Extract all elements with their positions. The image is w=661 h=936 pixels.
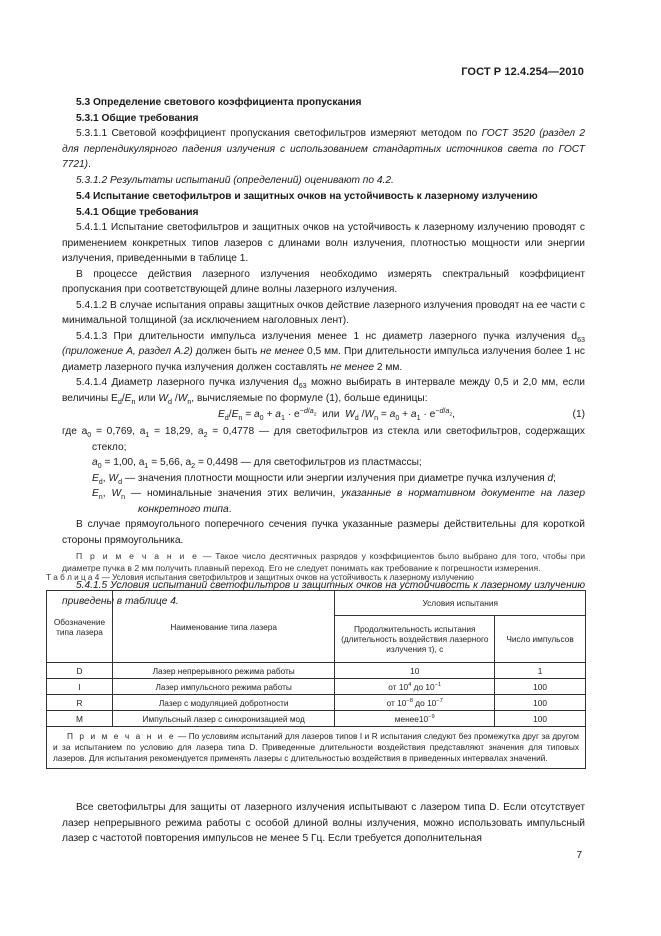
- col-header-pulse-count: Число импульсов: [495, 616, 586, 663]
- where-line-2: $a_0 = 1,00$, $a_1 = 5,66$, $a_2 = 0,4498$ — для светофильтров из пластмассы;: [92, 457, 422, 471]
- para-5-3-1-2: 5.3.1.2 Результаты испытаний (определений) оценивают по 4.2.: [76, 174, 394, 186]
- col-header-type: Обозначение типа лазера: [47, 591, 113, 663]
- section-5-3-1-title: 5.3.1 Общие требования: [76, 112, 199, 124]
- table-row: R Лазер с модуляцией добротности от $10^{-8}$ до $10^{-7}$ 100: [47, 695, 586, 711]
- section-5-4-title: 5.4 Испытание светофильтров и защитных очков на устойчивость к лазерному излучению: [76, 191, 538, 202]
- where-line-3: $E_d$, $W_d$ — значения плотности мощности или энергии излучения при диаметре пучка излучения d;: [92, 472, 556, 486]
- formula-expression: $E_d/E_n = a_0 + a_1 \cdot e^{-d/a_2}$ или $W_d$ $/W_n = a_0 + a_1 \cdot e^{-d/a_2}$,: [218, 406, 456, 423]
- para-5-4-1-1-b: В процессе действия лазерного излучения необходимо измерять спектральный коэффициент пропускания при соответствующей длине волны лазерного излучения.: [62, 268, 585, 295]
- section-5-4-1-title: 5.4.1 Общие требования: [76, 206, 199, 218]
- col-header-conditions: Условия испытания: [335, 591, 586, 616]
- note-decimals: П р и м е ч а н и е — Такое число десятичных разрядов у коэффициентов было выбрано для того, чтобы при диаметре пучка в 2 мм получить плавный переход. Его не следует понимать как требование к погрешности измерения.: [62, 551, 586, 573]
- para-5-4-1-3: 5.4.1.3 При длительности импульса излучения менее 1 нс диаметр лазерного пучка излучения $d_{63}$ (приложение А, раздел А.2) должен быть не менее 0,5 мм. При длительности импульса излучения более 1 нс диаметр лазерного пучка излучения должен составлять не менее 2 мм.: [62, 330, 585, 373]
- table-row: I Лазер импульсного режима работы от $10^4$ до $10^{-1}$ 100: [47, 679, 586, 695]
- formula-1: [62, 406, 585, 424]
- table-row: D Лазер непрерывного режима работы 10 1: [47, 663, 586, 679]
- para-rectangular: В случае прямоугольного поперечного сечения пучка указанные размеры действительны для короткой стороны прямоугольника.: [62, 519, 585, 546]
- closing-paragraph: Все светофильтры для защиты от лазерного излучения испытывают с лазером типа D. Если отсутствует лазер непрерывного режима работы с особой длиной волны излучения, можно использовать импульсный лазер с частотой повторения импульсов не менее 5 Гц. Если требуется дополнительная: [62, 802, 585, 844]
- standard-header: ГОСТ Р 12.4.254—2010: [461, 66, 584, 78]
- where-line-1: где $a_0 = 0,769$, $a_1 = 18,29$, $a_2 = 0,4778$ — для светофильтров из стекла или светофильтров, содержащих стекло;: [62, 426, 585, 453]
- para-5-4-1-5: 5.4.1.5 Условия испытаний светофильтров и защитных очков на устойчивость к лазерному излучению приведены в таблице 4.: [62, 580, 585, 607]
- para-5-3-1-1: 5.3.1.1 Световой коэффициент пропускания светофильтров измеряют методом по ГОСТ 3520 (раздел 2 для перпендикулярного падения излучения с использованием стандартных источников света по ГОСТ 7721).: [62, 128, 585, 170]
- para-5-4-1-4: 5.4.1.4 Диаметр лазерного пучка излучения $d_{63}$ можно выбирать в интервале между 0,5 и 2,0 мм, если величины $E_d/E_n$ или $W_d$ $/W_n$, вычисляемые по формуле (1), больше единицы:: [62, 377, 585, 406]
- body-text: [62, 95, 585, 609]
- col-header-name: Наименование типа лазера: [112, 591, 334, 663]
- table-4-note: П р и м е ч а н и е — По условиям испытаний для лазеров типов I и R испытания следуют без промежутка друг за другом и за испытанием по условию для лазера типа D. Приведенные длительности воздействия представляют значения для типовых лазеров. Для испытания рекомендуется применять лазеры с длительностью воздействия в приведенных интервалах значений.: [47, 727, 586, 769]
- table-4-caption: Т а б л и ц а 4 — Условия испытания светофильтров и защитных очков на устойчивость к лазерному излучению: [46, 573, 474, 582]
- table-row: M Импульсный лазер с синхронизацией мод $менее10^{-9}$ 100: [47, 711, 586, 727]
- where-line-4: $E_n$, $W_n$ — номинальные значения этих величин, указанные в нормативном документе на лазер конкретного типа.: [92, 488, 585, 515]
- formula-number: (1): [572, 409, 585, 420]
- col-header-duration: Продолжительность испытания (длительность воздействия лазерного излучения τ), с: [335, 616, 495, 663]
- table-4: [46, 590, 586, 769]
- section-5-3-title: 5.3 Определение светового коэффициента пропускания: [76, 97, 362, 108]
- para-5-4-1-1: 5.4.1.1 Испытание светофильтров и защитных очков на устойчивость к лазерному излучению проводят с применением конкретных типов лазеров с длинами волн излучения, плотностью мощности или энергии излучения, приведенными в таблице 1.: [62, 222, 585, 264]
- page-number: 7: [576, 850, 582, 861]
- para-5-4-1-2: 5.4.1.2 В случае испытания оправы защитных очков действие лазерного излучения проводят на ее части с минимальной толщиной (за исключением наголовных лент).: [62, 299, 585, 326]
